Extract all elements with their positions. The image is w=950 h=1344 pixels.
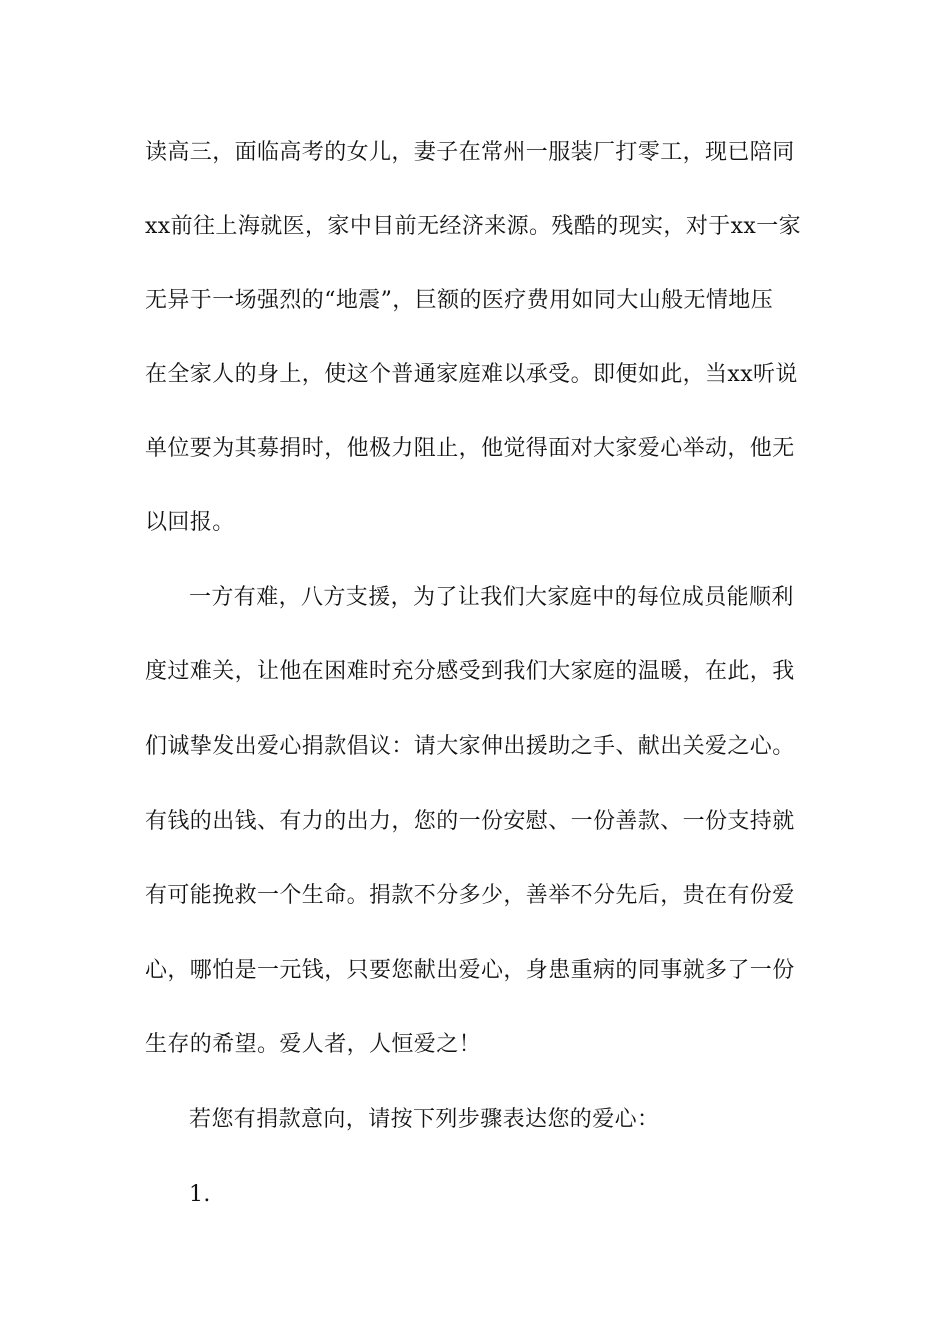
paragraph-line: 在全家人的身上，使这个普通家庭难以承受。即便如此，当xx听说 [145,362,798,387]
paragraph-line: xx前往上海就医，家中目前无经济来源。残酷的现实，对于xx一家 [145,214,802,239]
list-item-number: 1. [189,1182,211,1207]
paragraph-line: 度过难关，让他在困难时充分感受到我们大家庭的温暖，在此，我 [145,659,795,684]
paragraph-line: 们诚挚发出爱心捐款倡议：请大家伸出援助之手、献出关爱之心。 [145,734,795,759]
paragraph-line: 有钱的出钱、有力的出力，您的一份安慰、一份善款、一份支持就 [145,809,795,834]
paragraph-line: 心，哪怕是一元钱，只要您献出爱心，身患重病的同事就多了一份 [145,958,795,983]
paragraph-line: 单位要为其募捐时，他极力阻止，他觉得面对大家爱心举动，他无 [145,436,795,461]
paragraph-line: 无异于一场强烈的“地震”，巨额的医疗费用如同大山般无情地压 [145,288,774,313]
paragraph-line: 读高三，面临高考的女儿，妻子在常州一服装厂打零工，现已陪同 [145,140,795,165]
paragraph-line: 一方有难，八方支援，为了让我们大家庭中的每位成员能顺利 [189,585,794,610]
paragraph-line: 若您有捐款意向，请按下列步骤表达您的爱心： [189,1107,660,1132]
paragraph-line: 有可能挽救一个生命。捐款不分多少，善举不分先后，贵在有份爱 [145,883,795,908]
paragraph-line: 生存的希望。爱人者，人恒爱之！ [145,1032,482,1057]
paragraph-line: 以回报。 [145,510,235,535]
